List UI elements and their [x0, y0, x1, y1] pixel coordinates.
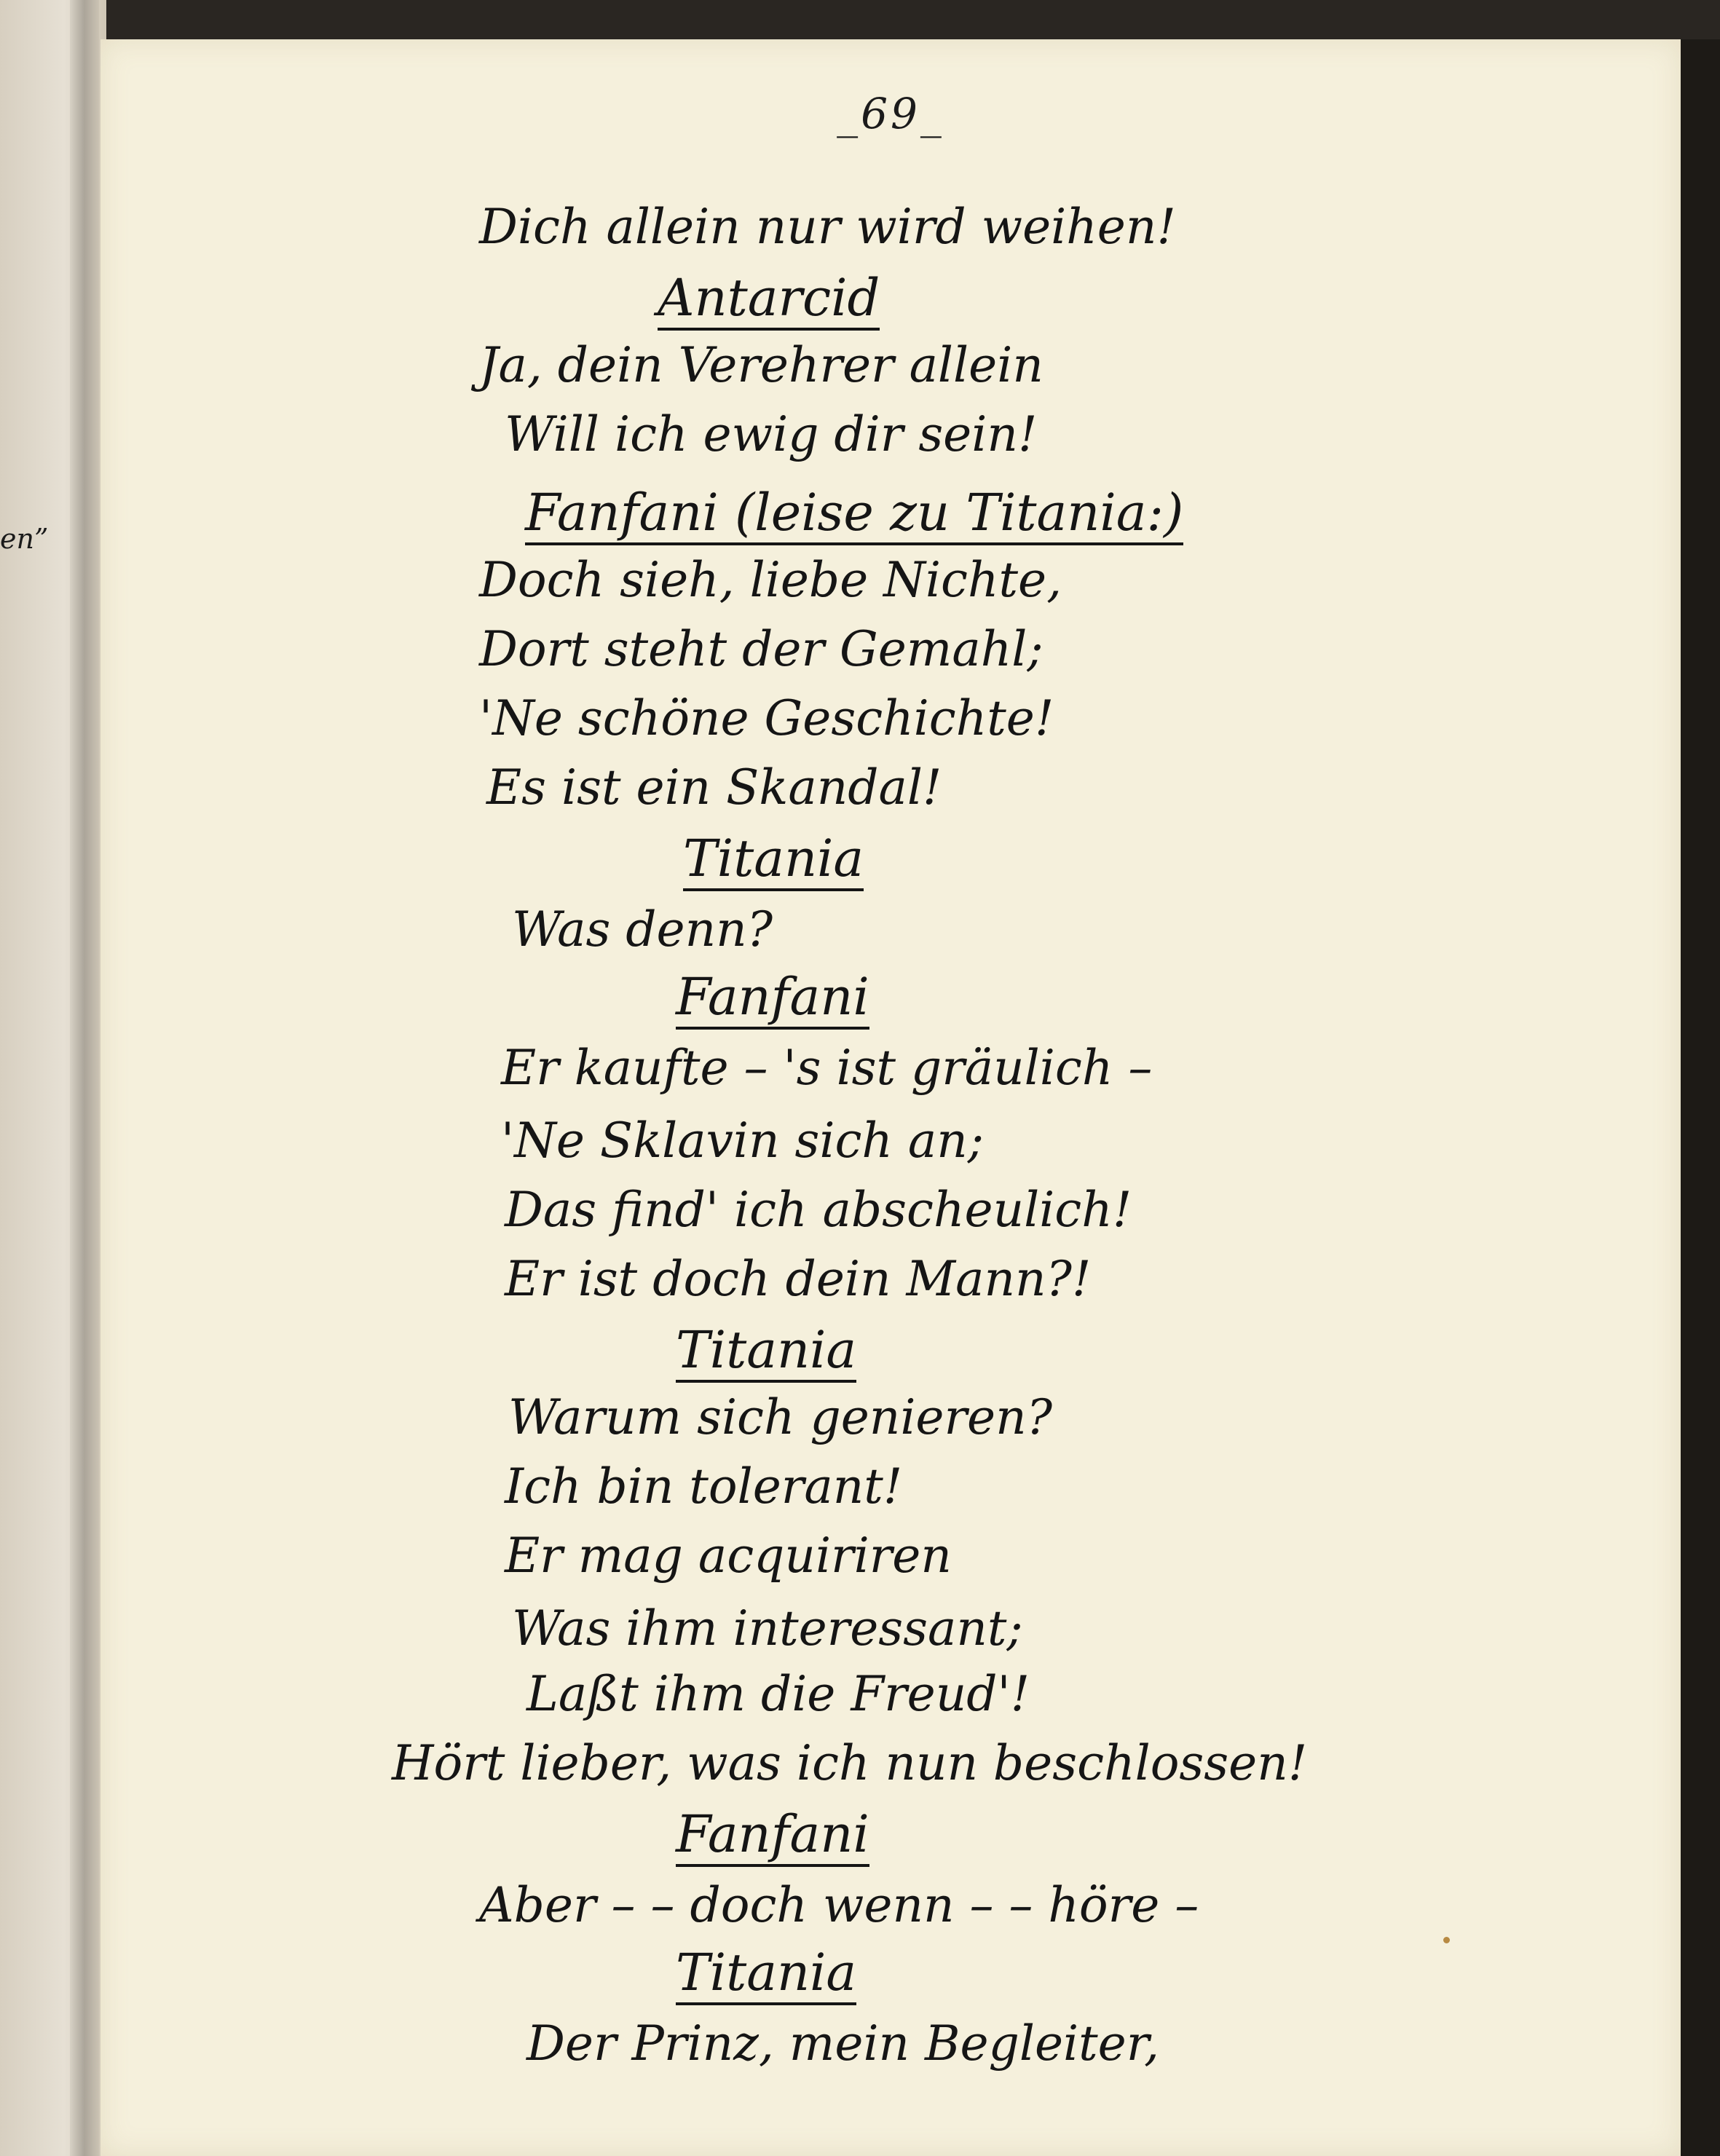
manuscript-page — [100, 39, 1681, 2156]
verse-line: Es ist ein Skandal! — [486, 759, 942, 816]
verse-line: Dich allein nur wird weihen! — [479, 199, 1176, 255]
speaker-name: Fanfani (leise zu Titania:) — [525, 487, 1183, 545]
verse-line: Was ihm interessant; — [512, 1600, 1023, 1657]
page-edge-shadow — [1681, 39, 1720, 2156]
verse-line: Aber – – doch wenn – – höre – — [479, 1877, 1199, 1933]
verse-line: 'Ne schöne Geschichte! — [479, 690, 1054, 746]
speaker-name: Antarcid — [658, 272, 880, 331]
verse-line: Er ist doch dein Mann?! — [505, 1251, 1092, 1307]
speaker-name: Fanfani — [676, 971, 869, 1030]
verse-line: Hört lieber, was ich nun beschlossen! — [392, 1735, 1308, 1791]
speaker-name: Fanfani — [676, 1809, 869, 1867]
verse-line: Ja, dein Verehrer allein — [479, 337, 1044, 393]
speaker-name: Titania — [676, 1947, 856, 2005]
verse-line: Doch sieh, liebe Nichte, — [479, 552, 1062, 608]
speaker-name: Titania — [676, 1324, 856, 1383]
speaker-name: Titania — [683, 833, 864, 891]
facing-page-edge-text: en” — [0, 523, 49, 555]
verse-line: Warum sich genieren? — [508, 1389, 1052, 1445]
verse-line: Er mag acquiriren — [505, 1528, 952, 1584]
verse-line: Will ich ewig dir sein! — [505, 406, 1038, 462]
page-number: _69_ — [837, 89, 944, 138]
verse-line: Laßt ihm die Freud'! — [526, 1666, 1030, 1722]
verse-line: Er kaufte – 's ist gräulich – — [501, 1040, 1153, 1096]
ink-spot — [1443, 1937, 1450, 1943]
verse-line: Dort steht der Gemahl; — [479, 621, 1044, 677]
verse-line: 'Ne Sklavin sich an; — [501, 1113, 984, 1169]
verse-line: Was denn? — [512, 901, 773, 957]
verse-line: Der Prinz, mein Begleiter, — [526, 2015, 1159, 2072]
verse-line: Das find' ich abscheulich! — [505, 1182, 1132, 1238]
verse-line: Ich bin tolerant! — [505, 1458, 903, 1515]
book-gutter — [70, 0, 99, 2156]
